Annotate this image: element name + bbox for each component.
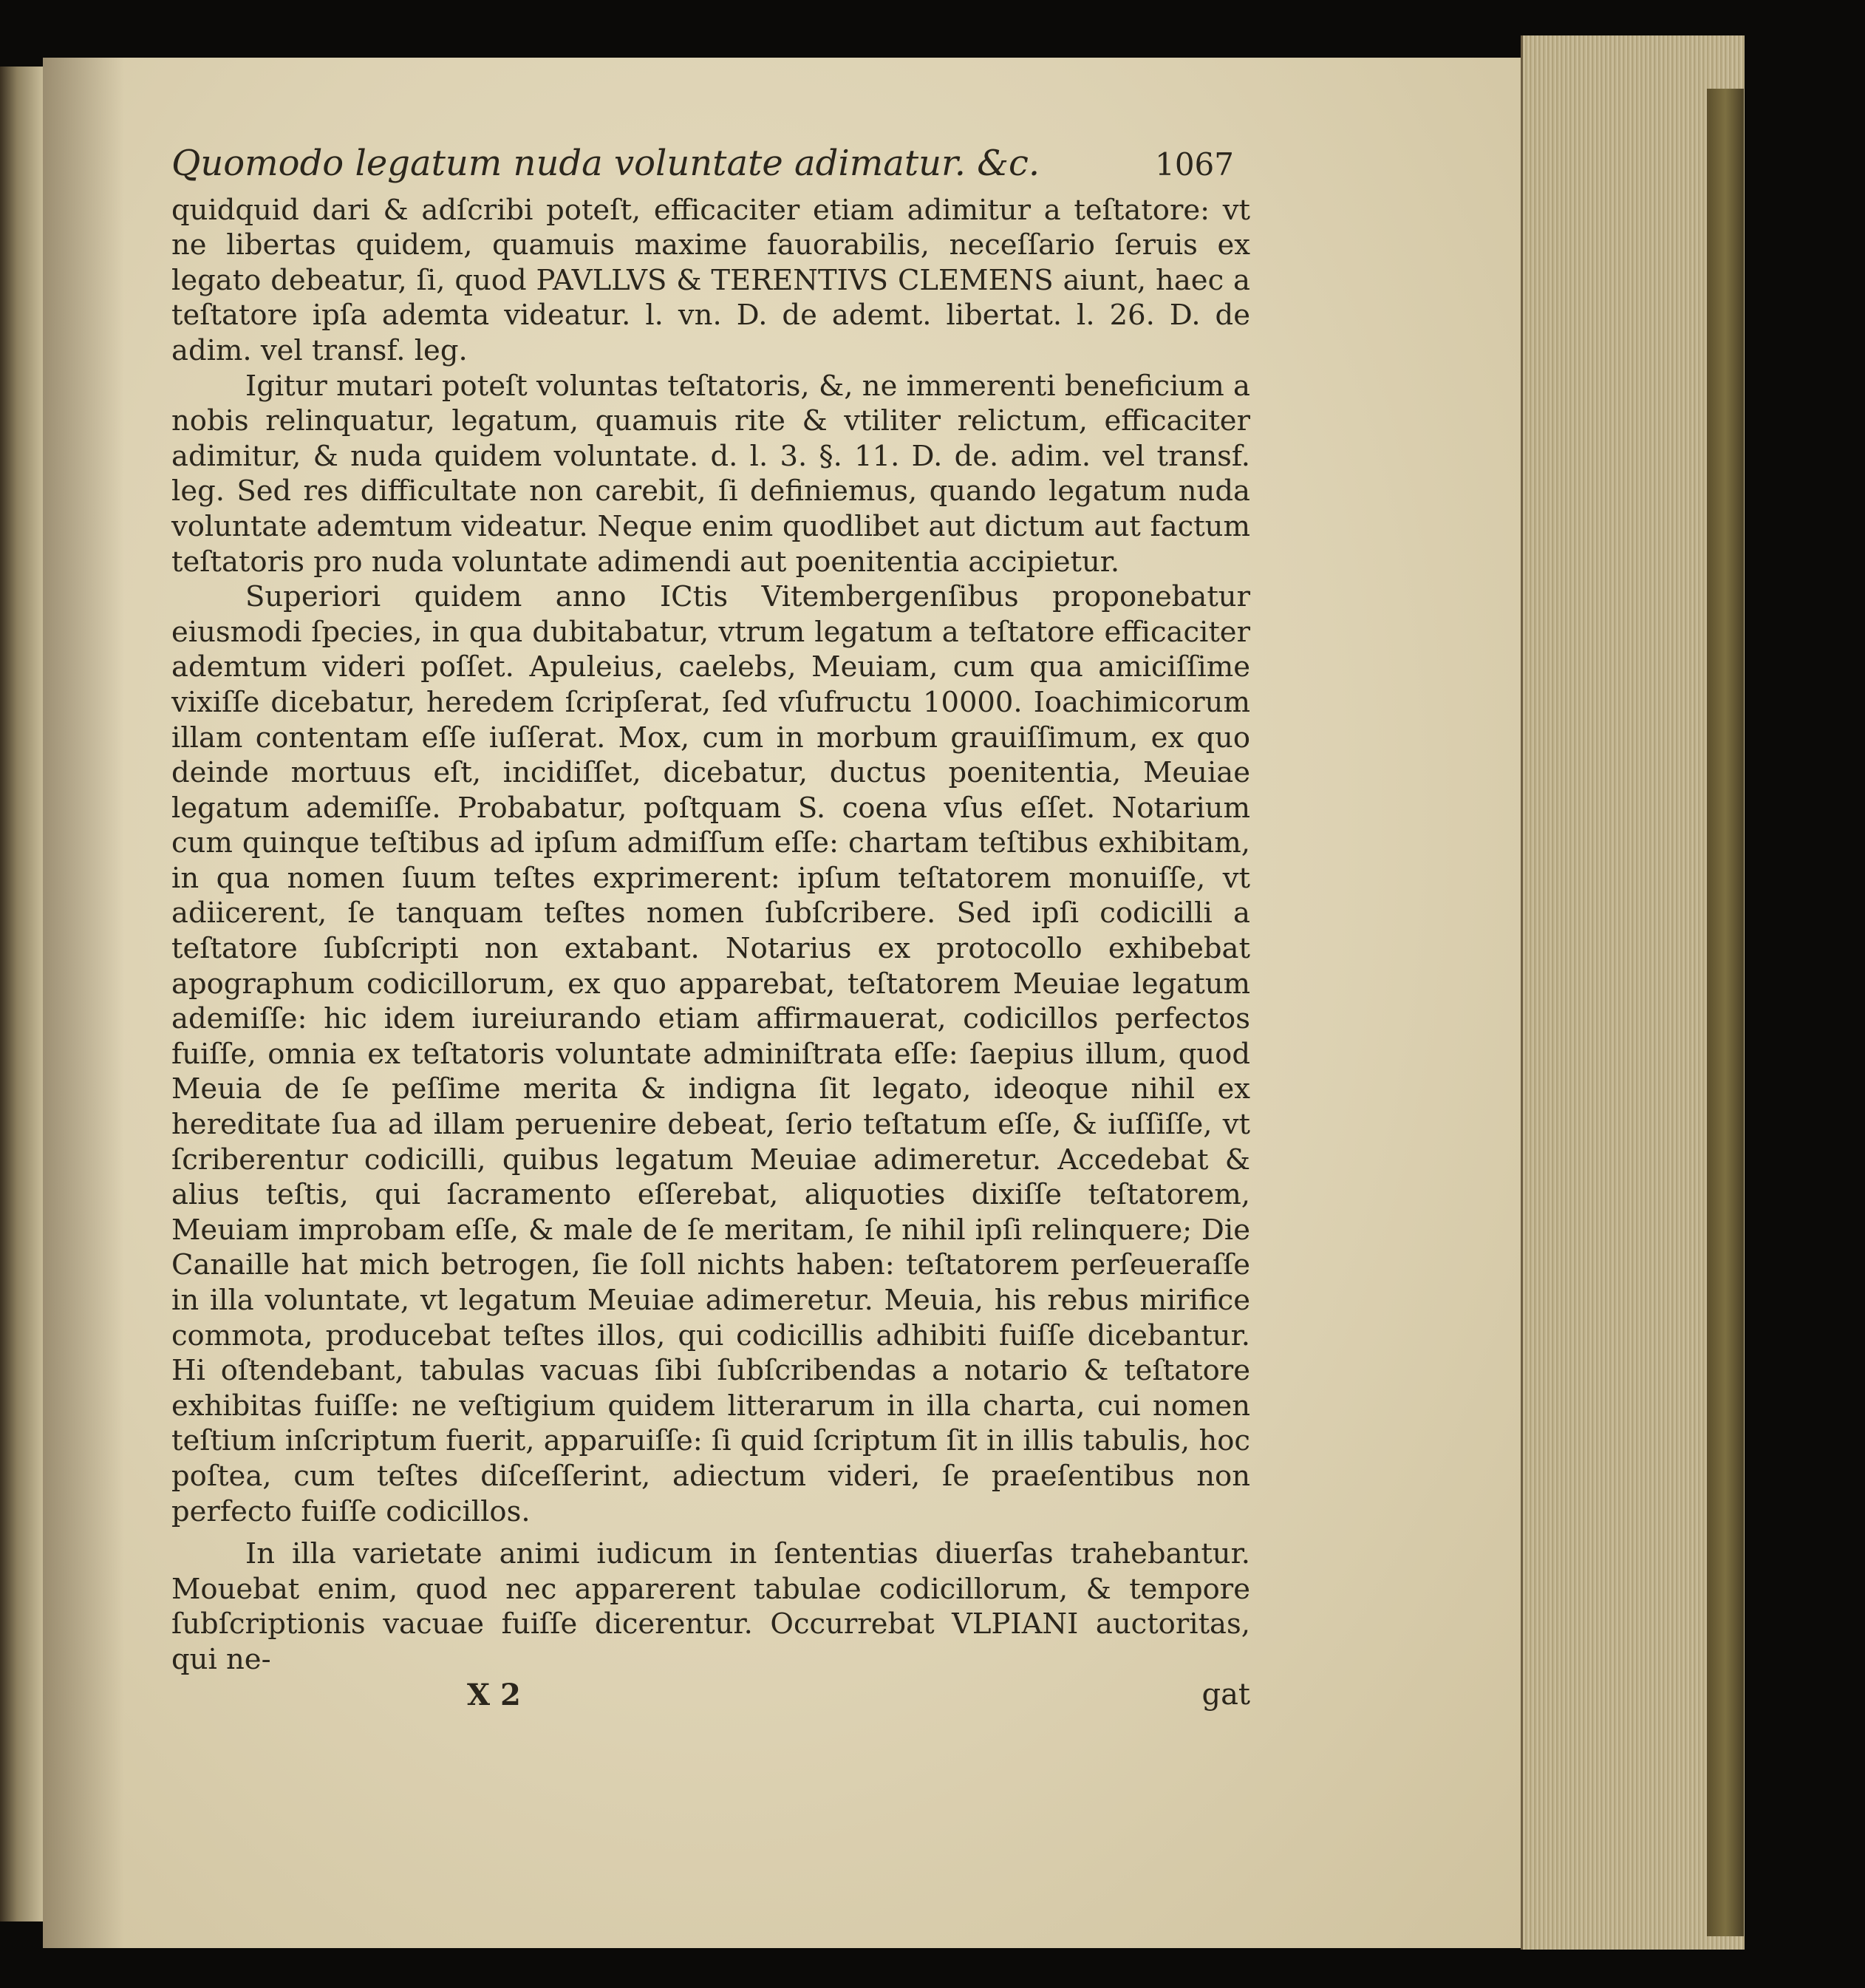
book-cover-board	[1707, 89, 1744, 1936]
running-head-title: Quomodo legatum nuda voluntate adimatur. &c.	[171, 143, 1040, 184]
signature-mark: X 2	[467, 1677, 521, 1712]
running-head	[171, 143, 1250, 184]
paragraph-1: quidquid dari & adſcribi poteſt, efficaciter etiam adimitur a teſtatore: vt ne libertas quidem, quamuis maxime fauorabilis, neceſſario ſeruis ex legato debeatur, ſi, quod PAVLLVS & TERENTIVS CLEMENS aiunt, haec a teſtatore ipſa ademta videatur. l. vn. D. de ademt. libertat. l. 26. D. de adim. vel transf. leg.	[171, 193, 1250, 367]
adjacent-page-edge	[0, 67, 43, 1921]
text-block	[171, 143, 1250, 1712]
gutter-shadow	[43, 58, 124, 1948]
paragraph-4: In illa varietate animi iudicum in ſententias diuerſas trahebantur. Mouebat enim, quod nec apparerent tabulae codicillorum, & tempore ſubſcriptionis vacuae fuiſſe dicerentur. Occurrebat VLPIANI auctoritas, qui ne-	[171, 1537, 1250, 1676]
paragraph-3: Superiori quidem anno ICtis Vitembergenſibus proponebatur eiusmodi ſpecies, in qua dubitabatur, vtrum legatum a teſtatore efficaciter ademtum videri poſſet. Apuleius, caelebs, Meuiam, cum qua amiciſſime vixiſſe dicebatur, heredem ſcripſerat, ſed vſufructu 10000. Ioachimicorum illam contentam eſſe iuſſerat. Mox, cum in morbum grauiſſimum, ex quo deinde mortuus eſt, incidiſſet, dicebatur, ductus poenitentia, Meuiae legatum ademiſſe. Probabatur, poſtquam S. coena vſus eſſet. Notarium cum quinque teſtibus ad ipſum admiſſum eſſe: chartam teſtibus exhibitam, in qua nomen ſuum teſtes exprimerent: ipſum teſtatorem monuiſſe, vt adiicerent, ſe tanquam teſtes nomen ſubſcribere. Sed ipſi codicilli a teſtatore ſubſcripti non extabant. Notarius ex protocollo exhibebat apographum codicillorum, ex quo apparebat, teſtatorem Meuiae legatum ademiſſe: hic idem iureiurando etiam affirmauerat, codicillos perfectos fuiſſe, omnia ex teſtatoris voluntate adminiſtrata eſſe: ſaepius illum, quod Meuia de ſe peſſime merita & indigna ſit legato, ideoque nihil ex hereditate ſua ad illam peruenire debeat, ſerio teſtatum eſſe, & iuſſiſſe, vt ſcriberentur codicilli, quibus legatum Meuiae adimeretur. Accedebat & alius teſtis, qui ſacramento eſſerebat, aliquoties dixiſſe teſtatorem, Meuiam improbam eſſe, & male de ſe meritam, ſe nihil ipſi relinquere; Die Canaille hat mich betrogen, ſie ſoll nichts haben: teſtatorem perſeueraſſe in illa voluntate, vt legatum Meuiae adimeretur. Meuia, his rebus mirifice commota, producebat teſtes illos, qui codicillis adhibiti fuiſſe dicebantur. Hi oſtendebant, tabulas vacuas ſibi ſubſcribendas a notario & teſtatore exhibitas fuiſſe: ne veſtigium quidem litterarum in illa charta, cui nomen teſtium inſcriptum fuerit, apparuiſſe: ſi quid ſcriptum ſit in illis tabulis, hoc poſtea, cum teſtes diſceſſerint, adiectum videri, ſe praeſentibus non perfecto fuiſſe codicillos.	[171, 580, 1250, 1528]
page-footer	[171, 1678, 1250, 1713]
paragraph-2: Igitur mutari poteſt voluntas teſtatoris, &, ne immerenti beneficium a nobis relinquatur, legatum, quamuis rite & vtiliter relictum, efficaciter adimitur, & nuda quidem voluntate. d. l. 3. §. 11. D. de. adim. vel transf. leg. Sed res difficultate non carebit, ſi definiemus, quando legatum nuda voluntate ademtum videatur. Neque enim quodlibet aut dictum aut factum teſtatoris pro nuda voluntate adimendi aut poenitentia accipietur.	[171, 369, 1250, 579]
page-number: 1067	[1155, 146, 1234, 183]
catchword: gat	[1201, 1677, 1250, 1712]
